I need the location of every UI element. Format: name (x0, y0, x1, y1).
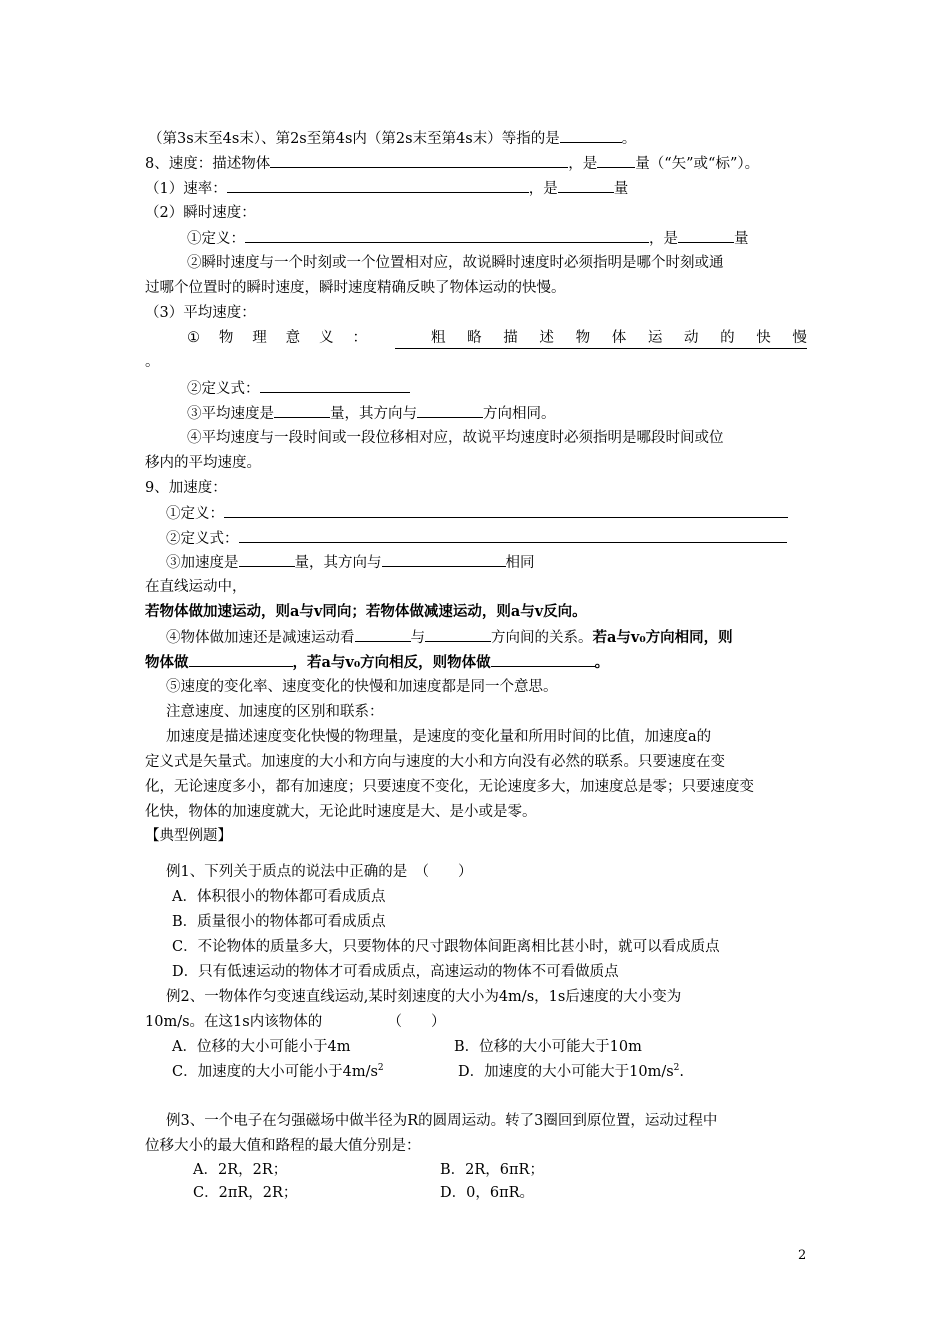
text-line (148, 128, 636, 149)
blank (560, 128, 622, 143)
text: ②定义式： (187, 381, 260, 397)
bold-line: 若物体做加速运动，则a与v同向；若物体做减速运动，则a与v反向。 (145, 603, 587, 620)
text: （第3s末至4s末）、第2s至第4s内（第2s末至第4s末）等指的是 (148, 131, 560, 147)
char: 粗 (431, 330, 446, 346)
blank (491, 652, 595, 667)
char: 物 (575, 330, 591, 346)
text: ④物体做加速还是减速运动看 (166, 630, 355, 646)
superscript: 2 (377, 1063, 384, 1074)
underlined-answer (395, 328, 807, 349)
char: 运 (647, 330, 663, 346)
char: 快 (756, 330, 771, 346)
example-2-stem-cont: 10m/s。在这1s内该物体的 （ ） (145, 1014, 446, 1030)
blank (425, 627, 491, 642)
char: 描 (503, 330, 518, 346)
example-1-option-d: D．只有低速运动的物体才可看成质点，高速运动的物体不可看做质点 (172, 964, 619, 980)
text: ，是 (568, 156, 598, 172)
text-line: ②瞬时速度与一个时刻或一个位置相对应，故说瞬时速度时必须指明是哪个时刻或通 (187, 255, 724, 271)
text-line (187, 403, 556, 424)
char: ： (352, 330, 367, 346)
char: 动 (683, 330, 699, 346)
example-2-option-b: B．位移的大小可能大于10m (454, 1039, 642, 1055)
example-2-option-a: A．位移的大小可能小于4m (172, 1039, 351, 1055)
text: ①定义： (166, 506, 224, 522)
text-line (166, 503, 788, 524)
text: 物体做 (145, 654, 189, 671)
blank (382, 552, 506, 567)
blank (239, 528, 787, 543)
blank (227, 178, 529, 193)
blank (417, 403, 483, 418)
text: ③平均速度是 (187, 406, 274, 422)
text: 量 (734, 231, 749, 247)
blank (260, 378, 410, 393)
example-3-option-c: C．2πR，2R； (193, 1185, 298, 1201)
text: ，是 (649, 231, 678, 247)
page-number: 2 (798, 1248, 807, 1263)
text-line: （2）瞬时速度： (145, 205, 256, 221)
char: 的 (720, 330, 735, 346)
blank (189, 652, 293, 667)
example-1-option-c: C．不论物体的质量多大，只要物体的尺寸跟物体间距离相比甚小时，就可以看成质点 (172, 939, 720, 955)
text: 量（“矢”或“标”）。 (635, 156, 760, 172)
text: 量 (613, 181, 629, 197)
text-line (145, 652, 609, 673)
example-2-stem: 例2、一物体作匀变速直线运动,某时刻速度的大小为4m/s，1s后速度的大小变为 (166, 989, 682, 1005)
blank (224, 503, 788, 518)
char: 义 (319, 330, 334, 346)
text-line: 注意速度、加速度的区别和联系： (166, 704, 384, 720)
text-line (187, 328, 807, 349)
blank (239, 552, 295, 567)
text: 与 (410, 630, 425, 646)
char: 意 (285, 330, 301, 346)
text-line: 过哪个位置时的瞬时速度，瞬时速度精确反映了物体运动的快慢。 (145, 280, 566, 296)
example-3-option-b: B．2R，6πR； (440, 1162, 544, 1178)
text: D．加速度的大小可能大于10m/s (458, 1064, 674, 1080)
example-2-option-c (172, 1062, 384, 1082)
text: ①定义： (187, 231, 245, 247)
text: 相同 (505, 555, 535, 571)
text-line (145, 153, 759, 174)
text-line (166, 627, 733, 648)
text: ③加速度是 (166, 555, 239, 571)
example-1-option-a: A．体积很小的物体都可看成质点 (172, 889, 386, 905)
example-3-stem: 例3、一个电子在匀强磁场中做半径为R的圆周运动。转了3圈回到原位置，运动过程中 (166, 1113, 718, 1129)
text-line (187, 378, 410, 399)
text-line: 。 (145, 354, 160, 370)
text-line: ⑤速度的变化率、速度变化的快慢和加速度都是同一个意思。 (166, 679, 558, 695)
text: ，若a与v₀方向相反，则物体做 (292, 654, 491, 671)
char: ① (187, 330, 200, 346)
blank (245, 228, 649, 243)
text-line: 移内的平均速度。 (145, 455, 261, 471)
blank (274, 403, 330, 418)
example-3-option-a: A．2R，2R； (193, 1162, 288, 1178)
text: ，是 (528, 181, 558, 197)
text: 8、速度：描述物体 (145, 156, 271, 172)
text: 。 (621, 131, 637, 147)
example-3-option-d: D．0，6πR。 (440, 1185, 535, 1201)
text-line: 化，无论速度多小，都有加速度；只要速度不变化，无论速度多大，加速度总是零；只要速度变 (145, 779, 754, 795)
text-line (166, 528, 787, 549)
text: 方向相同。 (483, 406, 556, 422)
section-heading: 【典型例题】 (145, 828, 232, 844)
char: 体 (611, 330, 627, 346)
text-line: 定义式是矢量式。加速度的大小和方向与速度的大小和方向没有必然的联系。只要速度在变 (145, 754, 725, 770)
blank (597, 153, 635, 168)
text-line: 加速度是描述速度变化快慢的物理量，是速度的变化量和所用时间的比值，加速度a的 (166, 729, 712, 745)
text-line: 9、加速度： (145, 480, 227, 496)
text: 方向间的关系。 (491, 630, 593, 646)
text-line: ④平均速度与一段时间或一段位移相对应，故说平均速度时必须指明是哪段时间或位 (187, 430, 724, 446)
superscript: 2 (673, 1063, 680, 1074)
text-line: 化快，物体的加速度就大，无论此时速度是大、是小或是零。 (145, 804, 537, 820)
text-line (166, 552, 535, 573)
text: 。 (594, 654, 610, 671)
text: C．加速度的大小可能小于4m/s (172, 1064, 378, 1080)
example-1-stem: 例1、下列关于质点的说法中正确的是 （ ） (166, 864, 473, 880)
blank (355, 627, 411, 642)
char: 慢 (792, 330, 807, 346)
example-3-stem-cont: 位移大小的最大值和路程的最大值分别是： (145, 1138, 421, 1154)
text: 量，其方向与 (330, 406, 417, 422)
blank (558, 178, 614, 193)
text: ②定义式： (166, 531, 239, 547)
bold-text: 若a与v₀方向相同，则 (592, 629, 733, 646)
text-line: 在直线运动中， (145, 579, 247, 595)
text-line: （3）平均速度： (145, 305, 256, 321)
example-1-option-b: B．质量很小的物体都可看成质点 (172, 914, 386, 930)
char: 物 (218, 330, 234, 346)
text: 量，其方向与 (294, 555, 382, 571)
char: 述 (539, 330, 554, 346)
text-line (187, 228, 749, 249)
blank (270, 153, 568, 168)
spaced-label (187, 328, 367, 349)
text: （1）速率： (145, 181, 227, 197)
char: 理 (252, 330, 267, 346)
char: 略 (467, 330, 482, 346)
text: . (679, 1064, 684, 1080)
blank (678, 228, 734, 243)
text-line (145, 178, 628, 199)
example-2-option-d (458, 1062, 684, 1082)
